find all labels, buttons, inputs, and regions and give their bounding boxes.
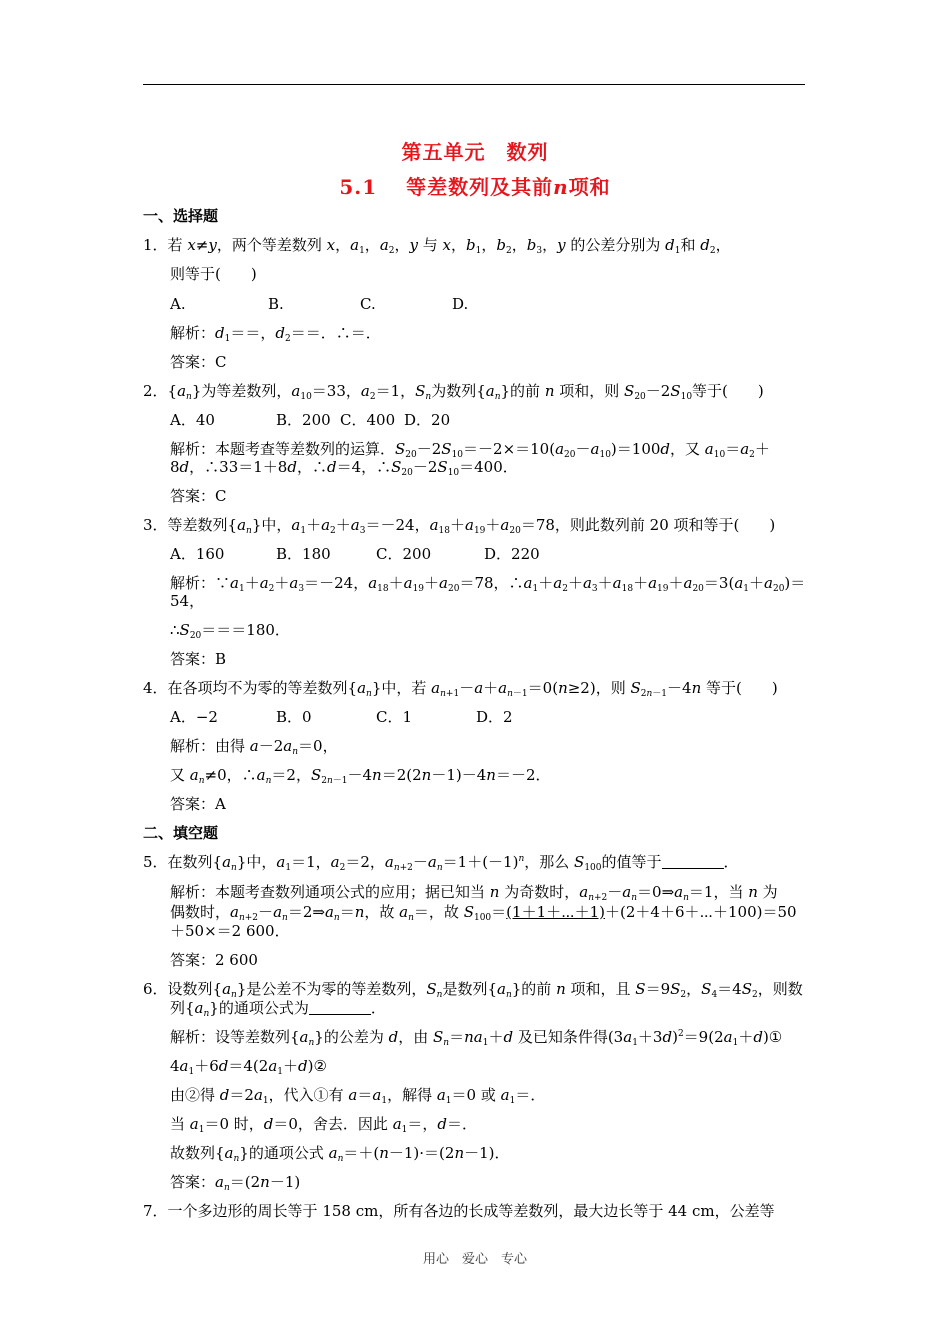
q2-analysis: 解析：本题考查等差数列的运算．$S_{20}-2S_{10}=-2\times=10(a_{20}-a_{10})=100d$，又 $a_{10}=a_2+$: [170, 440, 770, 460]
q6-answer: 答案：$a_n=(2n-1)$: [170, 1173, 301, 1193]
question-1-options: A. B. C. D.: [170, 295, 469, 313]
question-1-cont: 则等于( ): [170, 265, 257, 283]
q1-analysis: 解析：$d_1==$，$d_2==$．∴＝．: [170, 324, 381, 344]
q6-analysis: 解析：设等差数列$\{a_n\}$的公差为 d，由 $S_n=na_1+d$ 及已知条件得$(3a_1+3d)^2=9(2a_1+d)①$: [170, 1028, 783, 1048]
q3-answer: 答案：B: [170, 650, 227, 668]
section-heading-fill: 二、填空题: [143, 824, 219, 842]
q3-analysis: 解析：$\because a_1+a_2+a_3=-24$，$a_{18}+a_{19}+a_{20}=78$，$\therefore a_1+a_2+a_3+a_{18}+a_{19}+a_{20}=3(a_1+a_{20})=$: [170, 574, 806, 594]
q3-analysis-cont: 54，: [170, 592, 205, 610]
q4-answer: 答案：A: [170, 795, 226, 813]
q5-analysis-cont: 偶数时，$a_{n+2}-a_n=2\Rightarrow a_n=n$，故 $a_n=$，故 $S_{100}=(1+1+\cdots+1)+(2+4+6+\cdots+100)=50$: [170, 903, 797, 923]
question-3: 3．等差数列$\{a_n\}$中，$a_1+a_2+a_3=-24$，$a_{18}+a_{19}+a_{20}=78$，则此数列前 20 项和等于( ): [143, 516, 776, 536]
q6-analysis-case: 当 $a_1=0$ 时，d＝0，舍去．因此 $a_1=$，d＝．: [170, 1115, 478, 1135]
question-4-options: A．−2 B．0 C．1 D．2: [170, 708, 513, 726]
q2-analysis-cont: 8d，∴33＝1＋8d，∴d＝4，$\therefore S_{20}-2S_{10}=400$．: [170, 458, 518, 478]
q3-analysis-result: $\therefore S_{20}===180$．: [170, 621, 290, 641]
q6-analysis-result: 故数列$\{a_n\}$的通项公式 $a_n=+(n-1)\cdot=(2n-1)$．: [170, 1144, 510, 1164]
question-6-cont: 列$\{a_n\}$的通项公式为 ．: [170, 999, 386, 1019]
question-1: 1．若 x≠y，两个等差数列 x，$a_1$，$a_2$，y 与 x，$b_1$，$b_2$，$b_3$，y 的公差分别为 $d_1$和 $d_2$，: [143, 236, 731, 256]
section-title: 5.1 等差数列及其前n项和: [339, 175, 611, 199]
q5-analysis: 解析：本题考查数列通项公式的应用；据已知当 n 为奇数时，$a_{n+2}-a_n=0\Rightarrow a_n=1$，当 n 为: [170, 883, 778, 903]
question-3-options: A．160 B．180 C．200 D．220: [170, 545, 540, 563]
q6-analysis-eq2: $4a_1+6d=4(2a_1+d)②$: [170, 1057, 327, 1077]
header-rule: [143, 84, 805, 85]
q2-answer: 答案：C: [170, 487, 227, 505]
section-heading-choice: 一、选择题: [143, 207, 219, 225]
question-2-options: A．40 B．200 C．400 D．20: [170, 411, 451, 429]
page-footer: 用心 爱心 专心: [422, 1252, 527, 1267]
question-6: 6．设数列$\{a_n\}$是公差不为零的等差数列，$S_n$是数列$\{a_n\}$的前 n 项和，且 $S=9S_2$，$S_4=4S_2$，则数: [143, 980, 803, 1000]
question-5: 5．在数列$\{a_n\}$中，$a_1=1$，$a_2=2$，$a_{n+2}-a_n=1+(-1)^n$，那么 $S_{100}$的值等于 ．: [143, 853, 739, 873]
q5-analysis-end: ＋50×＝2 600．: [170, 922, 290, 940]
question-7: 7．一个多边形的周长等于 158 cm，所有各边的长成等差数列，最大边长等于 44 cm，公差等: [143, 1202, 775, 1220]
q5-answer: 答案：2 600: [170, 951, 258, 969]
q4-analysis-cont: 又 $a_n\ne 0$，$\therefore a_n=2$，$S_{2n-1}-4n=2(2n-1)-4n=-2$．: [170, 766, 551, 786]
q6-analysis-step: 由②得 $d=2a_1$，代入①有 $a=a_1$，解得 $a_1=0$ 或 $a_1=$．: [170, 1086, 546, 1106]
q4-analysis: 解析：由得 $a-2a_n=0$，: [170, 737, 338, 757]
q1-answer: 答案：C: [170, 353, 227, 371]
question-2: 2．$\{a_n\}$为等差数列，$a_{10}=33$，$a_2=1$，$S_n$为数列$\{a_n\}$的前 n 项和，则 $S_{20}-2S_{10}$等于( ): [143, 382, 764, 402]
question-4: 4．在各项均不为零的等差数列$\{a_n\}$中，若 $a_{n+1}-a+a_{n-1}=0(n\ge 2)$，则 $S_{2n-1}-4n$ 等于( ): [143, 679, 778, 699]
unit-title: 第五单元 数列: [401, 140, 549, 164]
